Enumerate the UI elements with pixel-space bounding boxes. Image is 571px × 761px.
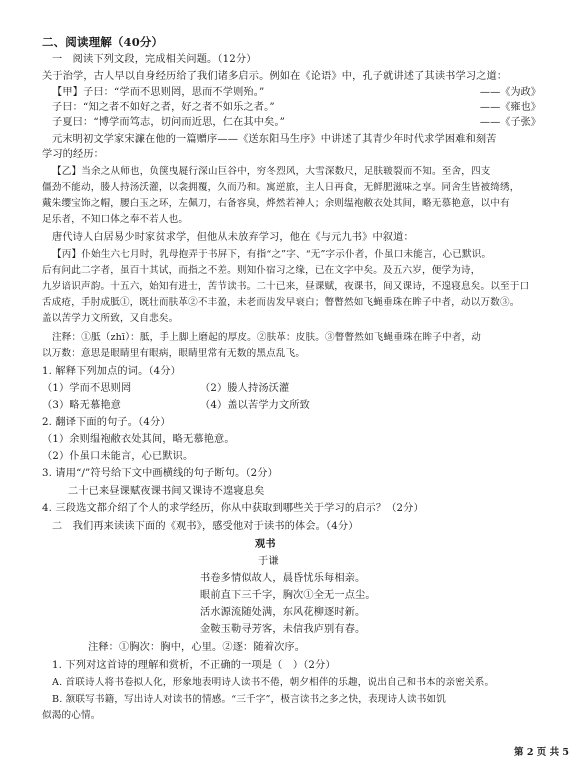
poem-line-2: 眼前直下三千字，胸次①全无一点尘。 <box>200 590 376 601</box>
q1-sub2: 2. 翻译下面的句子。（4分） <box>42 417 171 428</box>
q1-sub1: 1. 解释下列加点的词。（4分） <box>42 366 181 377</box>
q1-sub1-item-2: （2）媵人持汤沃灌 <box>200 383 290 394</box>
jia-source-2: ——《雍也》 <box>479 102 541 113</box>
q1-sub3: 3. 请用“/”符号给下文中画横线的句子断句。（2分） <box>42 468 278 479</box>
q2-option-b-1: B. 颔联写书籍，写出诗人对读书的情感。“三千字”，极言读书之多之快，表现诗人读书如饥 <box>52 694 446 705</box>
section-title: 二、阅读理解（40分） <box>42 35 164 49</box>
q1-text1: 关于治学，古人早以自身经历给了我们诸多启示。例如在《论语》中，孔子就讲述了其读书学习之道： <box>42 71 508 82</box>
q1-sub3-sentence: 二十已来昼课赋夜课书间又课诗不遑寝息矣 <box>68 486 265 497</box>
jia-line-2: 子曰：“知之者不如好之者，好之者不如乐之者。” <box>52 102 275 113</box>
q2-option-b-2: 似渴的心情。 <box>42 710 101 721</box>
poem-line-3: 活水源流随处满，东风花柳逐时新。 <box>200 607 366 618</box>
yi-line-2: 僵劲不能动，媵人持汤沃灌，以衾拥覆，久而乃和。寓逆旅，主人日再食，无鲜肥滋味之享。同舍生皆被绮绣， <box>42 182 520 193</box>
jia-source-3: ——《子张》 <box>479 117 541 128</box>
yi-line-1: 【乙】当余之从师也，负箧曳屣行深山巨谷中，穷冬烈风，大雪深数尺，足肤皲裂而不知。至舍，四支 <box>52 166 491 177</box>
jia-source-1: ——《为政》 <box>479 87 541 98</box>
q2-option-a: A. 首联诗人将书卷拟人化，形象地表明诗人读书不倦，朝夕相伴的乐趣，说出自己和书本的亲密关系。 <box>52 677 495 688</box>
q1-sub1-item-3: （3）略无慕艳意 <box>42 400 121 411</box>
q1-text2b: 学习的经历： <box>42 149 105 160</box>
bing-line-5: 盖以苦学力文所致，又自悲矣。 <box>42 313 179 324</box>
q1-intro: 一 阅读下列文段，完成相关问题。（12分） <box>52 54 257 65</box>
q1-notes-2: 以万数：意思是眼睛里有眼病，眼睛里常有无数的黑点乱飞。 <box>42 348 306 359</box>
poem-line-4: 金鞍玉勒寻芳客，未信我庐别有春。 <box>200 624 366 635</box>
q1-sub2-item-1: （1）余则缊袍敝衣处其间，略无慕艳意。 <box>42 434 235 445</box>
q1-text3: 唐代诗人白居易少时家贫求学，但他从未放弃学习，他在《与元九书》中叙道： <box>52 232 414 243</box>
yi-line-3: 戴朱缨宝饰之帽，腰白玉之环，左佩刀，右备容臭，烨然若神人；余则缊袍敝衣处其间，略无慕艳意，以中有 <box>42 198 510 209</box>
bing-line-4: 舌成疮，手肘成胝①，既壮而肤革②不丰盈，未老而齿发早衰白；瞥瞥然如飞蝇垂珠在眸子中者，动以万数③。 <box>42 297 520 308</box>
bing-line-1: 【丙】仆始生六七月时，乳母抱弄于书屏下，有指“之”字、“无”字示仆者，仆虽口未能言，心已默识。 <box>52 249 492 260</box>
bing-line-2: 后有问此二字者，虽百十其试，而指之不差。则知仆宿习之缘，已在文字中矣。及五六岁，便学为诗， <box>42 265 481 276</box>
q1-sub4: 4. 三段选文都介绍了个人的求学经历，你从中获取到哪些关于学习的启示？（2分） <box>42 503 424 514</box>
page-footer: 第 2 页 共 5 <box>514 747 569 758</box>
jia-line-3: 子夏曰：“博学而笃志，切问而近思，仁在其中矣。” <box>52 117 286 128</box>
q1-sub1-item-4: （4）盖以苦学力文所致 <box>200 400 311 411</box>
yi-line-4: 足乐者，不知口体之奉不若人也。 <box>42 214 189 225</box>
jia-line-1: 【甲】子曰：“学而不思则罔，思而不学则殆。” <box>52 87 265 98</box>
q2-sub1: 1. 下列对这首诗的理解和赏析，不正确的一项是（ ）（2分） <box>52 660 336 671</box>
bing-line-3: 九岁谙识声韵。十五六，始知有进士，苦节读书。二十已来，昼课赋，夜课书，间又课诗，不遑寝息矣。以至于口 <box>42 281 530 292</box>
poem-author: 于谦 <box>258 556 279 567</box>
poem-title: 观书 <box>255 538 276 550</box>
poem-line-1: 书卷多情似故人，晨昏忧乐每相亲。 <box>200 573 366 584</box>
q1-sub1-item-1: （1）学而不思则罔 <box>42 383 132 394</box>
q2-notes: 注释：①胸次：胸中，心里。②逐：随着次序。 <box>88 642 306 653</box>
q2-intro: 二 我们再来读读下面的《观书》，感受他对于读书的体会。（4分） <box>52 521 359 532</box>
q1-text2a: 元末明初文学家宋濂在他的一篇赠序——《送东阳马生序》中讲述了其青少年时代求学困难和刻苦 <box>52 134 497 145</box>
q1-sub2-item-2: （2）仆虽口未能言，心已默识。 <box>42 451 194 462</box>
q1-notes-1: 注释：①胝（zhī）：胝，手上脚上磨起的厚皮。②肤革：皮肤。③瞥瞥然如飞蝇垂珠在眸子中者，动 <box>52 332 481 343</box>
